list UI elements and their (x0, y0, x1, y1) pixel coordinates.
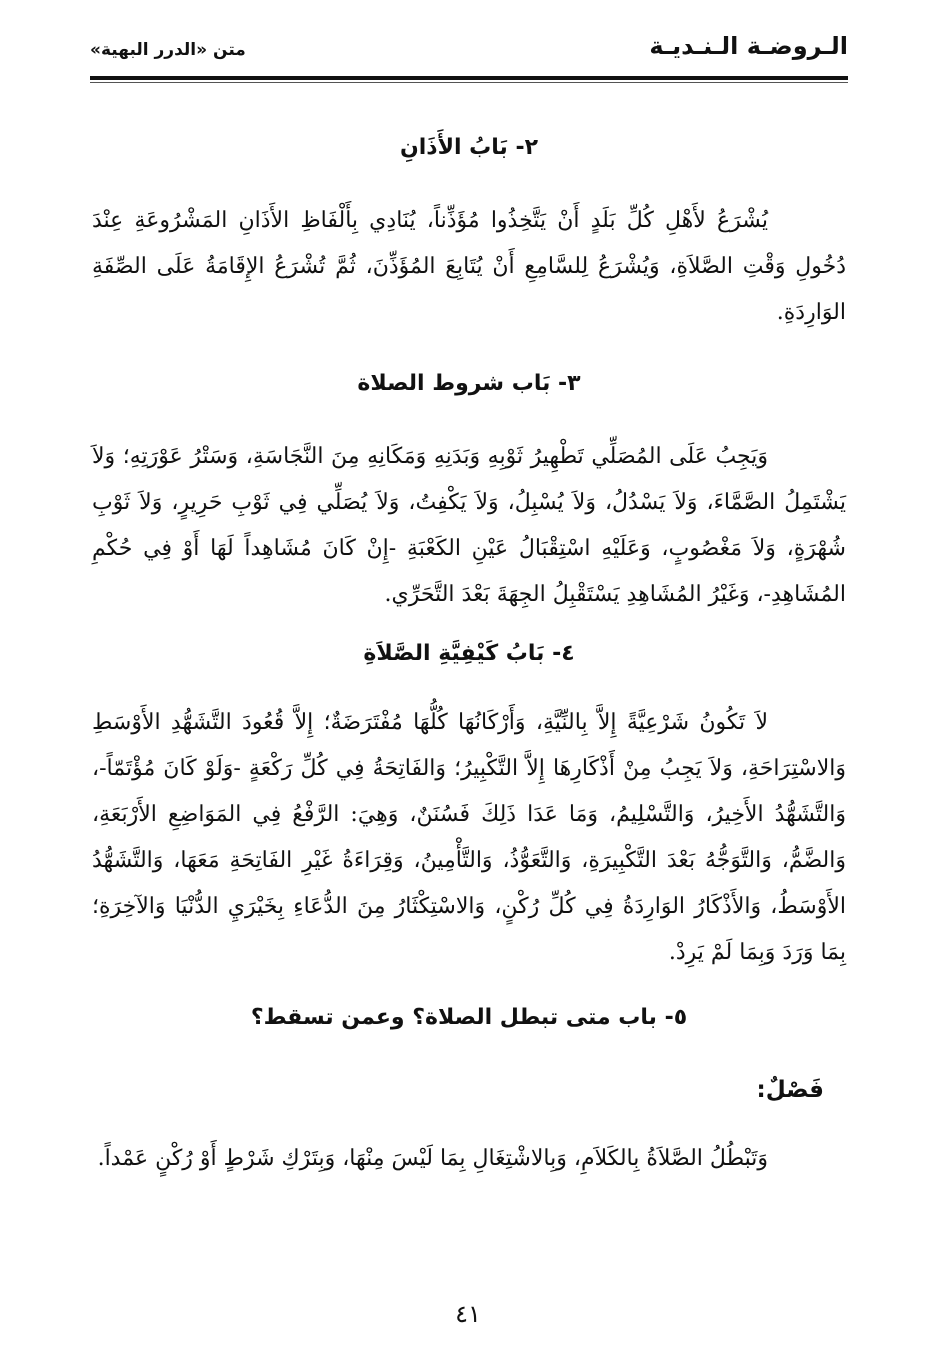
section-adhan (92, 128, 846, 336)
header-rule-thin (90, 82, 848, 83)
body-paragraph: وَيَجِبُ عَلَى المُصَلِّي تَطْهِيرُ ثَوْبِهِ وَبَدَنِهِ وَمَكَانِهِ مِنَ النَّجَاسَةِ، وَسَتْرُ عَوْرَتِهِ؛ وَلاَ يَشْتَمِلُ الصَّمَّاءَ، وَلاَ يَسْدُلُ، وَلاَ يُسْبِلُ، وَلاَ يَكْفِتُ، وَلاَ يُصَلِّي فِي ثَوْبِ حَرِيرٍ، وَلاَ ثَوْبِ شُهْرَةٍ، وَلاَ مَغْصُوبٍ، وَعَلَيْهِ اسْتِقْبَالُ عَيْنِ الكَعْبَةِ -إِنْ كَانَ مُشَاهِداً لَهَا أَوْ فِي حُكْمِ المُشَاهِدِ-، وَغَيْرُ المُشَاهِدِ يَسْتَقْبِلُ الجِهَةَ بَعْدَ التَّحَرِّي. (92, 444, 846, 607)
page-number: ٤١ (455, 1300, 481, 1328)
section-prayer-method (92, 634, 846, 976)
chapter-heading: ٤- بَابُ كَيْفِيَّةِ الصَّلاَةِ (363, 641, 575, 666)
subheading-fasl: فَصْلٌ: (756, 1077, 824, 1103)
section-prayer-conditions (92, 364, 846, 618)
header-rule (90, 76, 848, 80)
book-title: الـروضـة الـنـديـة (649, 32, 848, 60)
matn-title: متن «الدرر البهية» (90, 40, 246, 60)
chapter-heading: ٣- بَاب شروط الصلاة (357, 371, 581, 396)
body-paragraph: لاَ تَكُونُ شَرْعِيَّةً إِلاَّ بِالنِّيَّةِ، وَأَرْكَانُهَا كُلُّهَا مُفْتَرَضَةٌ؛ إِلاَّ قُعُودَ التَّشَهُّدِ الأَوْسَطِ وَالاسْتِرَاحَةِ، وَلاَ يَجِبُ مِنْ أَذْكَارِهَا إِلاَّ التَّكْبِيرُ؛ وَالفَاتِحَةُ فِي كُلِّ رَكْعَةٍ -وَلَوْ كَانَ مُؤْتَمّاً-، وَالتَّشَهُّدُ الأَخِيرُ، وَالتَّسْلِيمُ، وَمَا عَدَا ذَلِكَ فَسُنَنٌ، وَهِيَ: الرَّفْعُ فِي المَوَاضِعِ الأَرْبَعَةِ، وَالضَّمُّ، وَالتَّوَجُّهُ بَعْدَ التَّكْبِيرَةِ، وَالتَّعَوُّذُ، وَالتَّأْمِينُ، وَقِرَاءَةُ غَيْرِ الفَاتِحَةِ مَعَهَا، وَالتَّشَهُّدُ الأَوْسَطُ، وَالأَذْكَارُ الوَارِدَةُ فِي كُلِّ رُكْنٍ، وَالاسْتِكْثَارُ مِنَ الدُّعَاءِ بِخَيْرَيِ الدُّنْيَا وَالآخِرَةِ؛ بِمَا وَرَدَ وَبِمَا لَمْ يَرِدْ. (92, 710, 846, 965)
body-paragraph: وَتَبْطُلُ الصَّلاَةُ بِالكَلاَمِ، وَبِالاشْتِغَالِ بِمَا لَيْسَ مِنْهَا، وَبِتَرْكِ شَرْطٍ أَوْ رُكْنٍ عَمْداً. (97, 1146, 768, 1171)
chapter-heading: ٢- بَابُ الأَذَانِ (399, 135, 539, 160)
body-paragraph: يُشْرَعُ لأَهْلِ كُلِّ بَلَدٍ أَنْ يَتَّخِذُوا مُؤَذِّناً، يُنَادِي بِأَلْفَاظِ الأَذَانِ المَشْرُوعَةِ عِنْدَ دُخُولِ وَقْتِ الصَّلاَةِ، وَيُشْرَعُ لِلسَّامِعِ أَنْ يُتَابِعَ المُؤَذِّنَ، ثُمَّ تُشْرَعُ الإِقَامَةُ عَلَى الصِّفَةِ الوَارِدَةِ. (92, 208, 846, 325)
chapter-heading: ٥- باب متى تبطل الصلاة؟ وعمن تسقط؟ (250, 1005, 688, 1030)
running-head (90, 30, 848, 74)
section-prayer-invalidation (92, 998, 846, 1182)
page-content (92, 128, 846, 1182)
